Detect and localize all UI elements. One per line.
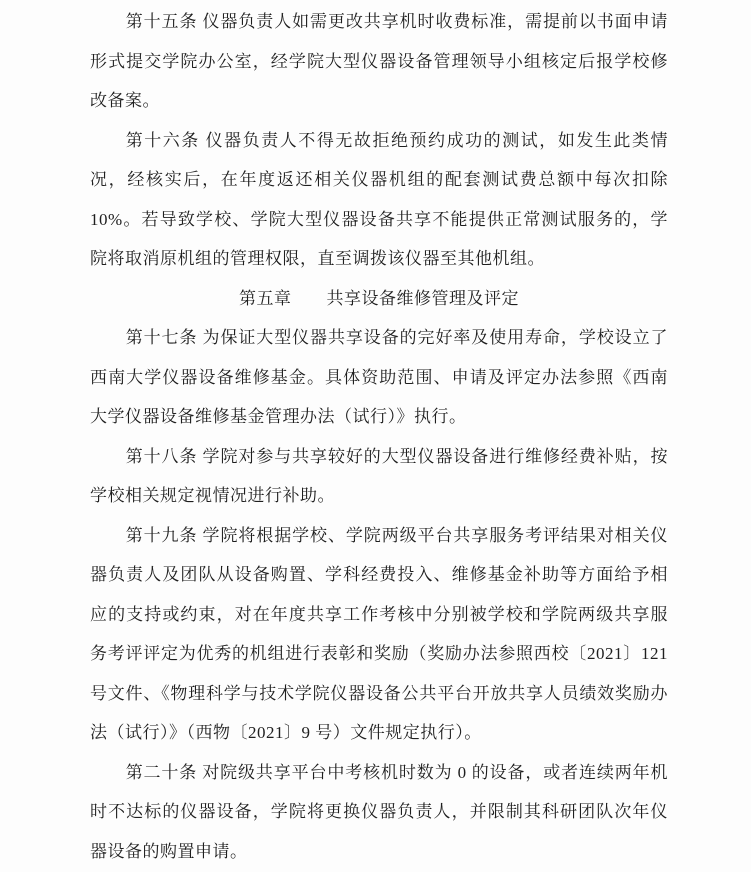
chapter-5-heading (90, 279, 668, 319)
article-16 (90, 121, 668, 279)
document-line: 学校相关规定视情况进行补助。 (90, 486, 335, 505)
document-line: 法（试行）》（西物〔2021〕9 号）文件规定执行）。 (90, 723, 482, 742)
document-line: 第十七条 为保证大型仪器共享设备的完好率及使用寿命，学校设立了 (125, 328, 668, 347)
document-line: 第十九条 学院将根据学校、学院两级平台共享服务考评结果对相关仪 (125, 525, 668, 545)
document-line: 形式提交学院办公室，经学院大型仪器设备管理领导小组核定后报学校修 (90, 51, 668, 71)
document-line: 西南大学仪器设备维修基金。具体资助范围、申请及评定办法参照《西南 (90, 367, 668, 387)
document-line: 务考评评定为优秀的机组进行表彰和奖励（奖励办法参照西校〔2021〕121 (90, 644, 668, 663)
document-body (90, 2, 668, 871)
document-line: 应的支持或约束，对在年度共享工作考核中分别被学校和学院两级共享服 (90, 604, 668, 624)
article-17 (90, 318, 668, 437)
document-line: 号文件、《物理科学与技术学院仪器设备公共平台开放共享人员绩效奖励办 (90, 683, 668, 703)
article-19 (90, 516, 668, 753)
document-line: 时不达标的仪器设备，学院将更换仪器负责人，并限制其科研团队次年仪 (90, 802, 668, 821)
document-line: 10%。若导致学校、学院大型仪器设备共享不能提供正常测试服务的，学 (90, 209, 668, 229)
document-line: 院将取消原机组的管理权限，直至调拨该仪器至其他机组。 (90, 249, 545, 268)
document-line: 大学仪器设备维修基金管理办法（试行）》执行。 (90, 407, 467, 426)
document-line: 器设备的购置申请。 (90, 841, 248, 861)
document-line: 第十五条 仪器负责人如需更改共享机时收费标准，需提前以书面申请 (125, 12, 668, 31)
document-line: 况，经核实后，在年度返还相关仪器机组的配套测试费总额中每次扣除 (90, 170, 668, 189)
document-line: 第二十条 对院级共享平台中考核机时数为 0 的设备，或者连续两年机 (125, 762, 668, 782)
article-15 (90, 2, 668, 121)
document-line: 改备案。 (90, 91, 160, 110)
chapter-heading-text: 第五章 共享设备维修管理及评定 (239, 288, 519, 308)
document-line: 第十八条 学院对参与共享较好的大型仪器设备进行维修经费补贴，按 (125, 446, 668, 466)
document-line: 第十六条 仪器负责人不得无故拒绝预约成功的测试，如发生此类情 (125, 130, 668, 150)
article-18 (90, 437, 668, 516)
article-20 (90, 753, 668, 872)
document-line: 器负责人及团队从设备购置、学科经费投入、维修基金补助等方面给予相 (90, 565, 668, 584)
